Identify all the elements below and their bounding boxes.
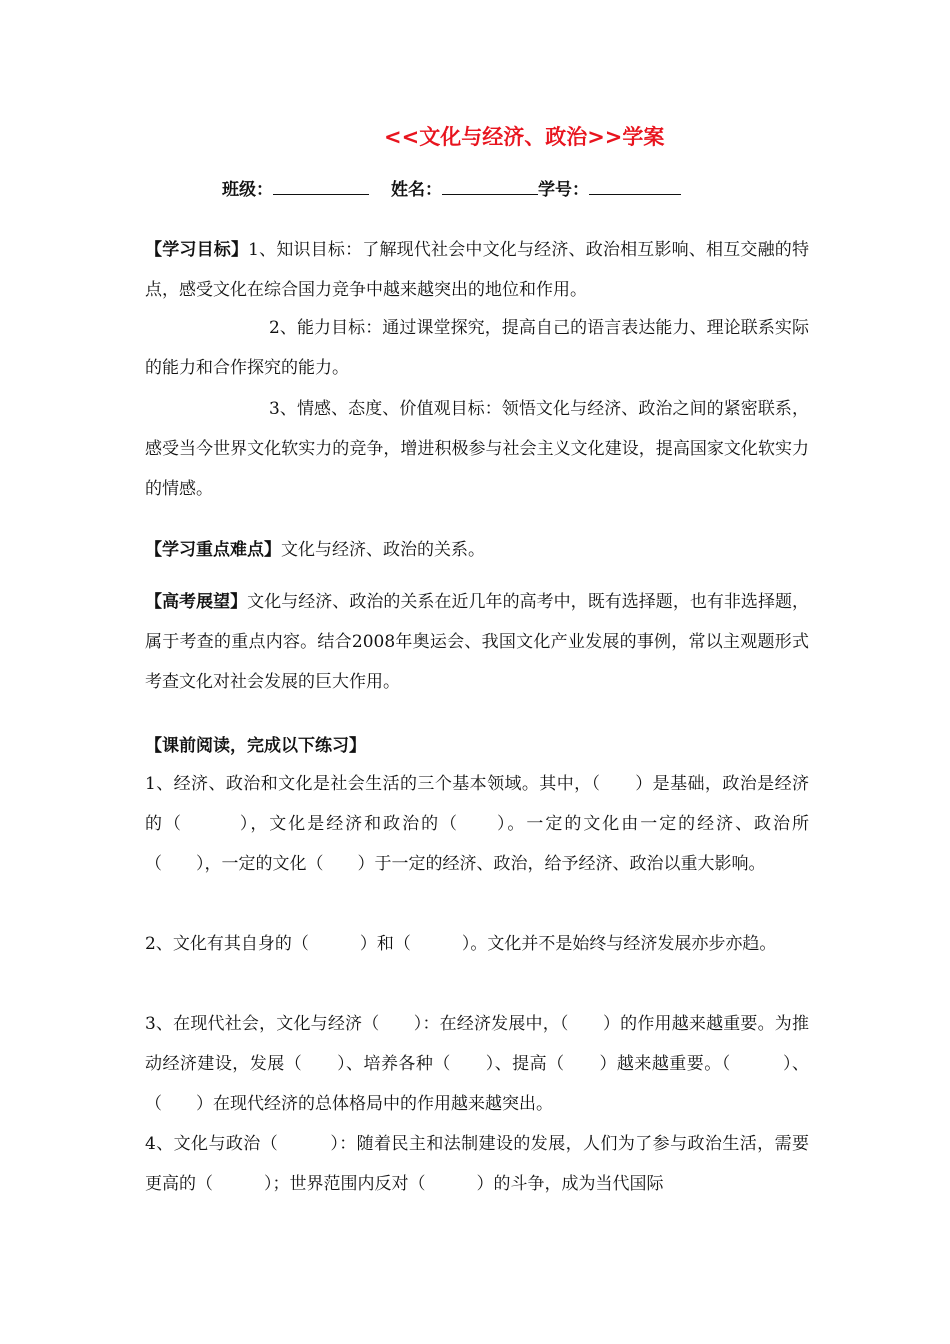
exercise-2-text: 2、文化有其自身的（ ）和（ ）。文化并不是始终与经济发展亦步亦趋。	[145, 934, 777, 954]
exercises-heading: 【课前阅读，完成以下练习】	[145, 736, 366, 756]
student-id-label: 学号：	[538, 180, 589, 200]
key-points-heading: 【学习重点难点】	[145, 540, 281, 560]
exercise-4-text: 4、文化与政治（ ）：随着民主和法制建设的发展，人们为了参与政治生活，需要更高的（ ）；世界范围内反对（ ）的斗争，成为当代国际	[145, 1134, 809, 1194]
exam-outlook-paragraph	[145, 582, 809, 702]
key-points-text: 文化与经济、政治的关系。	[281, 540, 485, 560]
objectives-heading: 【学习目标】	[145, 240, 249, 260]
exercise-4	[145, 1124, 809, 1204]
exercises-heading-line	[145, 726, 809, 766]
name-label: 姓名：	[391, 180, 442, 200]
objective-2-text: 2、能力目标：通过课堂探究，提高自己的语言表达能力、理论联系实际的能力和合作探究的能力。	[145, 318, 809, 378]
exam-outlook-text: 文化与经济、政治的关系在近几年的高考中，既有选择题，也有非选择题，属于考查的重点内容。结合2008年奥运会、我国文化产业发展的事例，常以主观题形式考查文化对社会发展的巨大作用。	[145, 592, 810, 692]
exercise-1-text: 1、经济、政治和文化是社会生活的三个基本领域。其中，（ ）是基础，政治是经济的（ ），文化是经济和政治的（ ）。一定的文化由一定的经济、政治所（ ），一定的文化（ ）于一定的经济、政治，给予经济、政治以重大影响。	[145, 774, 809, 874]
exercise-2	[145, 924, 809, 964]
student-info-line	[222, 175, 681, 200]
exercise-3-text: 3、在现代社会，文化与经济（ ）：在经济发展中，（ ）的作用越来越重要。为推动经济建设，发展（ ）、培养各种（ ）、提高（ ）越来越重要。（ ）、（ ）在现代经济的总体格局中的作用越来越突出。	[145, 1014, 809, 1114]
page-title: <<文化与经济、政治>>学案	[384, 125, 665, 149]
name-blank[interactable]	[442, 176, 538, 195]
key-points-paragraph	[145, 530, 809, 570]
class-blank[interactable]	[273, 176, 369, 195]
objective-2-paragraph	[145, 308, 809, 388]
exercise-1	[145, 764, 809, 884]
objective-3-paragraph	[145, 389, 809, 509]
objective-3-text: 3、情感、态度、价值观目标：领悟文化与经济、政治之间的紧密联系，感受当今世界文化软实力的竞争，增进积极参与社会主义文化建设，提高国家文化软实力的情感。	[145, 399, 809, 499]
student-id-blank[interactable]	[589, 176, 681, 195]
exam-outlook-heading: 【高考展望】	[145, 592, 248, 612]
exercise-3	[145, 1004, 809, 1124]
class-label: 班级：	[222, 180, 273, 200]
objective-1-paragraph	[145, 230, 809, 310]
objective-1-text: 1、知识目标：了解现代社会中文化与经济、政治相互影响、相互交融的特点，感受文化在综合国力竞争中越来越突出的地位和作用。	[145, 240, 809, 300]
